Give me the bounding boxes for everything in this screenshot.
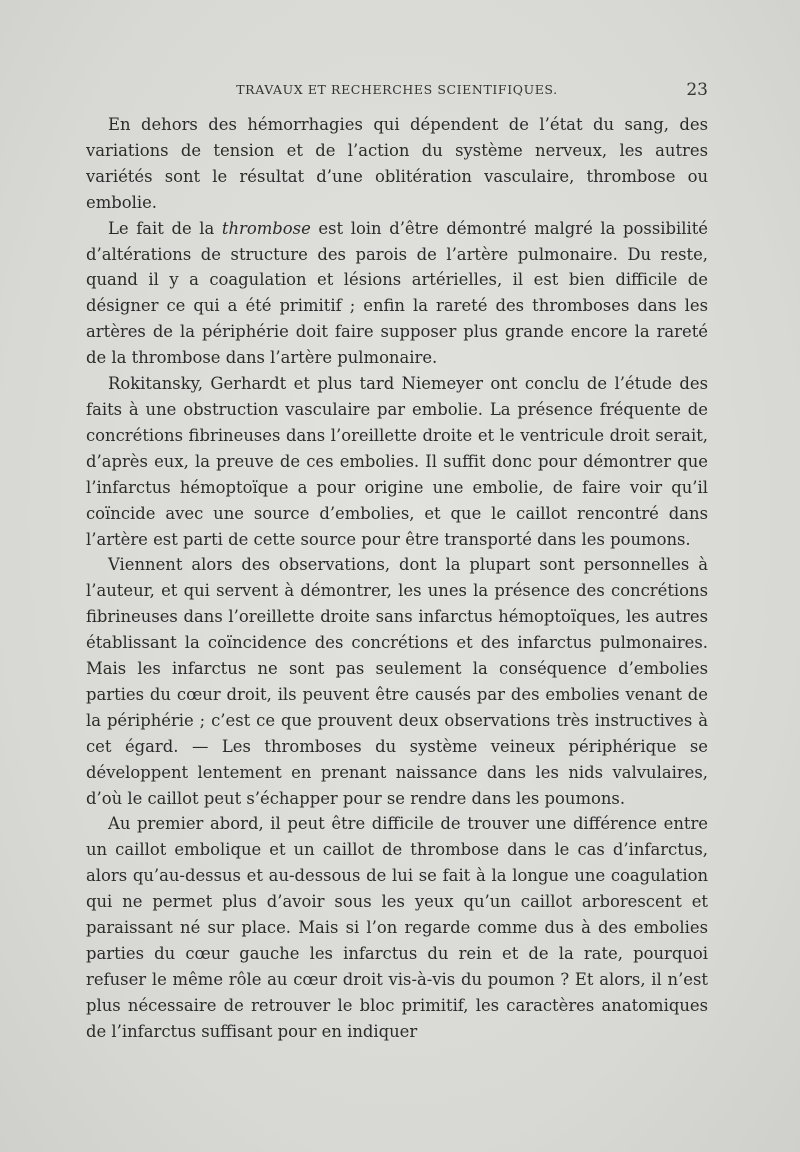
page-number: 23 (686, 80, 708, 100)
thrombose-term: thrombose (221, 218, 311, 238)
body-text (86, 112, 708, 1045)
paragraph-2 (86, 216, 708, 371)
paragraph-4: Viennent alors des observations, dont la plupart sont personnelles à l’auteur, et qui servent à démontrer, les unes la présence des concrétions fibrineuses dans l’oreillette droite sans infarctus hémoptoïques, les autres établissant la coïncidence des concrétions et des infarctus pulmonaires. Mais les infarctus ne sont pas seulement la conséquence d’embolies parties du cœur droit, ils peuvent être causés par des embolies venant de la périphérie ; c’est ce que prouvent deux observations très instructives à cet égard. — Les thromboses du système veineux périphérique se développent lentement en prenant naissance dans les nids valvulaires, d’où le caillot peut s’échapper pour se rendre dans les poumons. (86, 555, 708, 808)
paragraph-3: Rokitansky, Gerhardt et plus tard Niemeyer ont conclu de l’étude des faits à une obstruction vasculaire par embolie. La présence fréquente de concrétions fibrineuses dans l’oreillette droite et le ventricule droit serait, d’après eux, la preuve de ces embolies. Il suffit donc pour démontrer que l’infarctus hémoptoïque a pour origine une embolie, de faire voir qu’il coïncide avec une source d’embolies, et que le caillot rencontré dans l’artère est parti de cette source pour être transporté dans les poumons. (86, 374, 708, 549)
running-title: TRAVAUX ET RECHERCHES SCIENTIFIQUES. (236, 82, 558, 97)
paragraph-2-rest: est loin d’être démontré malgré la possibilité d’altérations de structure des parois de l’artère pulmonaire. Du reste, quand il y a coagulation et lésions artérielles, il est bien difficile de désigner ce qui a été primitif ; enfin la rareté des thromboses dans les artères de la périphérie doit faire supposer plus grande encore la rareté de la thrombose dans l’artère pulmonaire. (86, 218, 708, 368)
paragraph-2-start: Le fait de la (108, 218, 222, 238)
paragraph-5: Au premier abord, il peut être difficile de trouver une différence entre un caillot embolique et un caillot de thrombose dans le cas d’infarctus, alors qu’au-dessus et au-dessous de lui se fait à la longue une coagulation qui ne permet plus d’avoir sous les yeux qu’un caillot arborescent et paraissant né sur place. Mais si l’on regarde comme dus à des embolies parties du cœur gauche les infarctus du rein et de la rate, pourquoi refuser le même rôle au cœur droit vis-à-vis du poumon ? Et alors, il n’est plus nécessaire de retrouver le bloc primitif, les caractères anatomiques de l’infarctus suffisant pour en indiquer (86, 814, 708, 1041)
paragraph-1: En dehors des hémorrhagies qui dépendent de l’état du sang, des variations de tension et de l’action du système nerveux, les autres variétés sont le résultat d’une oblitération vasculaire, thrombose ou embolie. (86, 115, 708, 212)
page-header (86, 80, 708, 102)
